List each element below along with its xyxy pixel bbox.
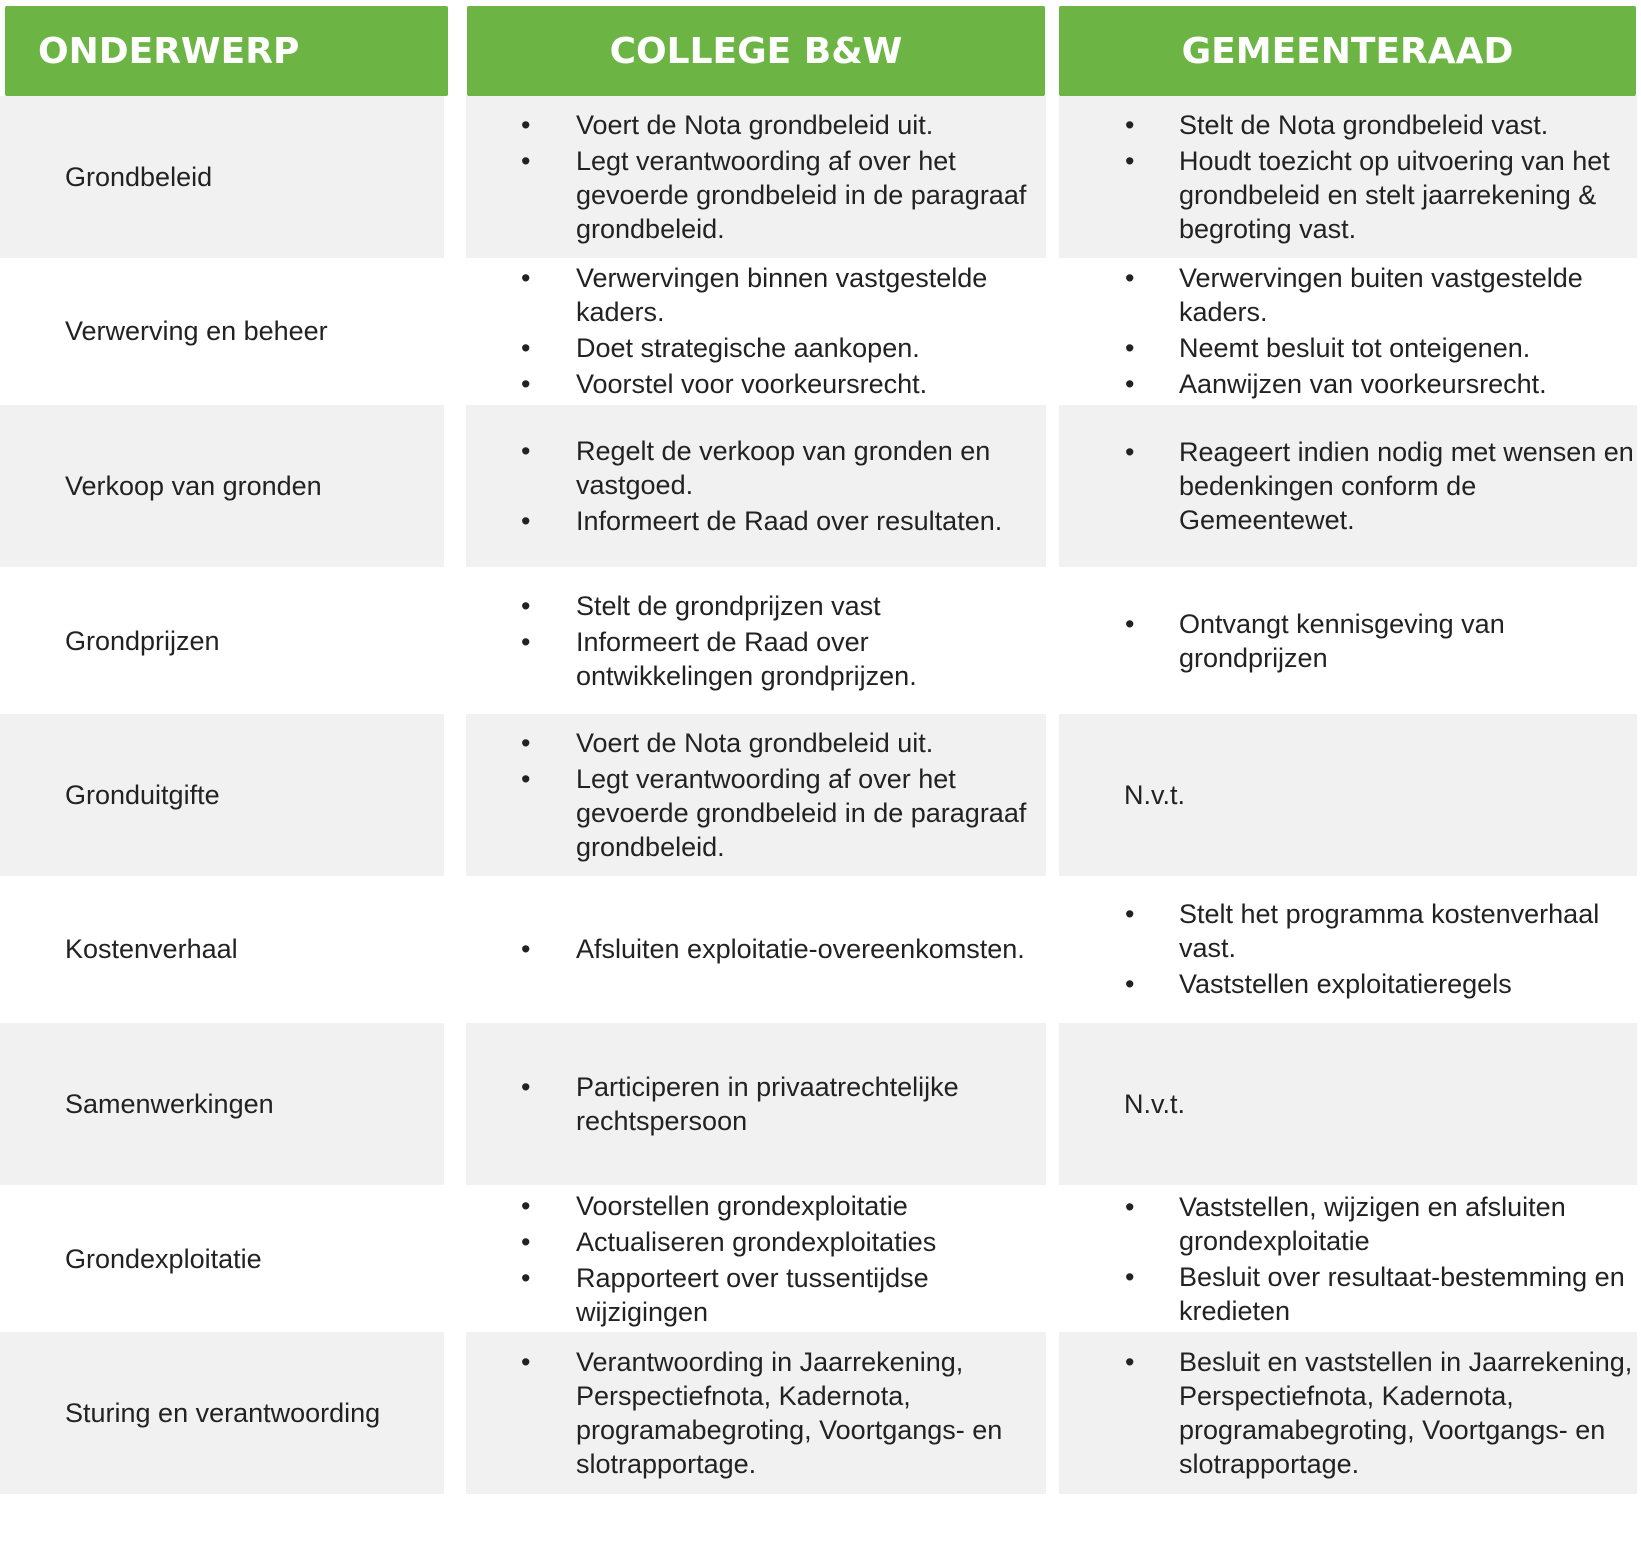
list-item <box>1059 367 1637 401</box>
subject-cell <box>0 250 444 412</box>
bullet-icon: • <box>1125 437 1135 467</box>
table-row <box>0 560 1641 722</box>
table-row <box>0 714 1641 876</box>
subject-cell <box>0 1332 444 1494</box>
gemeenteraad-cell <box>1059 1178 1637 1340</box>
list-item <box>1059 331 1637 365</box>
list-item-text: Verantwoording in Jaarrekening, Perspectiefnota, Kadernota, programabegroting, Voortgangs- en slotrapportage. <box>576 1347 1003 1479</box>
table-row <box>0 250 1641 412</box>
list-item <box>1059 1260 1637 1328</box>
list-item <box>466 434 1046 502</box>
bullet-icon: • <box>521 436 531 466</box>
list-item <box>1059 435 1637 537</box>
bullet-icon: • <box>521 146 531 176</box>
bullet-list <box>466 106 1046 248</box>
table-row <box>0 868 1641 1030</box>
bullet-list <box>466 587 1046 695</box>
college-cell <box>466 250 1046 412</box>
subject-label: Verkoop van gronden <box>65 471 322 501</box>
bullet-icon: • <box>1125 1192 1135 1222</box>
list-item-text: Voert de Nota grondbeleid uit. <box>576 110 934 140</box>
gemeenteraad-cell <box>1059 714 1637 876</box>
bullet-icon: • <box>521 263 531 293</box>
list-item-text: Informeert de Raad over ontwikkelingen grondprijzen. <box>576 627 917 691</box>
college-cell <box>466 405 1046 567</box>
college-cell <box>466 1023 1046 1185</box>
bullet-icon: • <box>521 1347 531 1377</box>
college-cell <box>466 560 1046 722</box>
subject-label: Grondexploitatie <box>65 1244 262 1274</box>
gemeenteraad-cell <box>1059 560 1637 722</box>
subject-label: Grondbeleid <box>65 162 213 192</box>
list-item <box>466 1345 1046 1481</box>
bullet-list <box>466 1343 1046 1483</box>
list-item <box>466 762 1046 864</box>
bullet-icon: • <box>1125 1262 1135 1292</box>
gemeenteraad-cell <box>1059 868 1637 1030</box>
bullet-list <box>466 432 1046 540</box>
subject-cell <box>0 405 444 567</box>
gemeenteraad-cell <box>1059 405 1637 567</box>
list-item <box>1059 607 1637 675</box>
bullet-icon: • <box>521 1191 531 1221</box>
list-item-text: Stelt de grondprijzen vast <box>576 591 881 621</box>
list-item-text: Regelt de verkoop van gronden en vastgoed. <box>576 436 991 500</box>
bullet-icon: • <box>1125 609 1135 639</box>
list-item <box>466 367 1046 401</box>
bullet-list <box>1059 1343 1637 1483</box>
not-applicable-text: N.v.t. <box>1124 1089 1186 1119</box>
list-item-text: Voorstellen grondexploitatie <box>576 1191 908 1221</box>
table-row <box>0 1178 1641 1340</box>
list-item <box>466 1070 1046 1138</box>
list-item <box>1059 261 1637 329</box>
list-item <box>1059 108 1637 142</box>
bullet-icon: • <box>521 333 531 363</box>
list-item-text: Participeren in privaatrechtelijke rechtspersoon <box>576 1072 959 1136</box>
subject-cell <box>0 96 444 258</box>
subject-cell <box>0 868 444 1030</box>
not-applicable-text: N.v.t. <box>1124 780 1186 810</box>
list-item <box>1059 1345 1637 1481</box>
list-item-text: Stelt de Nota grondbeleid vast. <box>1179 110 1549 140</box>
list-item <box>466 504 1046 538</box>
subject-label: Samenwerkingen <box>65 1089 274 1119</box>
list-item <box>466 1261 1046 1329</box>
bullet-icon: • <box>521 627 531 657</box>
bullet-icon: • <box>521 934 531 964</box>
subject-label: Verwerving en beheer <box>65 316 328 346</box>
bullet-icon: • <box>521 506 531 536</box>
list-item-text: Legt verantwoording af over het gevoerde grondbeleid in de paragraaf grondbeleid. <box>576 146 1027 244</box>
list-item-text: Afsluiten exploitatie-overeenkomsten. <box>576 934 1025 964</box>
list-item <box>466 1189 1046 1223</box>
college-cell <box>466 714 1046 876</box>
header-college: COLLEGE B&W <box>467 6 1045 96</box>
gemeenteraad-cell <box>1059 1023 1637 1185</box>
header-gemeenteraad: GEMEENTERAAD <box>1059 6 1636 96</box>
subject-label: Gronduitgifte <box>65 780 220 810</box>
list-item-text: Legt verantwoording af over het gevoerde grondbeleid in de paragraaf grondbeleid. <box>576 764 1027 862</box>
gemeenteraad-cell <box>1059 1332 1637 1494</box>
table-row <box>0 1332 1641 1494</box>
list-item-text: Vaststellen, wijzigen en afsluiten grondexploitatie <box>1179 1192 1566 1256</box>
subject-cell <box>0 1178 444 1340</box>
subject-cell <box>0 714 444 876</box>
header-onderwerp: ONDERWERP <box>5 6 448 96</box>
list-item-text: Informeert de Raad over resultaten. <box>576 506 1003 536</box>
bullet-icon: • <box>1125 146 1135 176</box>
list-item-text: Voert de Nota grondbeleid uit. <box>576 728 934 758</box>
bullet-icon: • <box>521 1072 531 1102</box>
list-item-text: Aanwijzen van voorkeursrecht. <box>1179 369 1547 399</box>
list-item-text: Doet strategische aankopen. <box>576 333 920 363</box>
list-item-text: Rapporteert over tussentijdse wijzigingen <box>576 1263 929 1327</box>
subject-label: Kostenverhaal <box>65 934 238 964</box>
list-item <box>466 261 1046 329</box>
bullet-list <box>1059 259 1637 403</box>
bullet-list <box>1059 605 1637 677</box>
list-item <box>466 589 1046 623</box>
bullet-icon: • <box>1125 369 1135 399</box>
list-item <box>1059 144 1637 246</box>
bullet-icon: • <box>521 1263 531 1293</box>
subject-label: Grondprijzen <box>65 626 220 656</box>
bullet-icon: • <box>1125 1347 1135 1377</box>
list-item-text: Actualiseren grondexploitaties <box>576 1227 937 1257</box>
bullet-icon: • <box>1125 969 1135 999</box>
bullet-list <box>466 930 1025 968</box>
college-cell <box>466 868 1046 1030</box>
bullet-icon: • <box>521 369 531 399</box>
subject-cell <box>0 1023 444 1185</box>
list-item <box>466 108 1046 142</box>
list-item <box>466 331 1046 365</box>
bullet-icon: • <box>521 728 531 758</box>
bullet-icon: • <box>521 591 531 621</box>
bullet-list <box>466 1187 1046 1331</box>
gemeenteraad-cell <box>1059 250 1637 412</box>
list-item-text: Voorstel voor voorkeursrecht. <box>576 369 928 399</box>
table-row <box>0 405 1641 567</box>
bullet-icon: • <box>1125 110 1135 140</box>
bullet-list <box>1059 1188 1637 1330</box>
list-item-text: Verwervingen binnen vastgestelde kaders. <box>576 263 988 327</box>
bullet-icon: • <box>521 1227 531 1257</box>
bullet-icon: • <box>1125 263 1135 293</box>
list-item-text: Vaststellen exploitatieregels <box>1179 969 1512 999</box>
list-item <box>466 1225 1046 1259</box>
bullet-icon: • <box>1125 333 1135 363</box>
list-item <box>466 144 1046 246</box>
bullet-list <box>466 259 1046 403</box>
table-row <box>0 1023 1641 1185</box>
college-cell <box>466 1178 1046 1340</box>
list-item <box>466 625 1046 693</box>
list-item-text: Stelt het programma kostenverhaal vast. <box>1179 899 1600 963</box>
list-item-text: Verwervingen buiten vastgestelde kaders. <box>1179 263 1583 327</box>
list-item-text: Besluit over resultaat-bestemming en kredieten <box>1179 1262 1625 1326</box>
list-item-text: Besluit en vaststellen in Jaarrekening, Perspectiefnota, Kadernota, programabegroting, Voortgangs- en slotrapportage. <box>1179 1347 1633 1479</box>
table-row <box>0 96 1641 258</box>
list-item <box>1059 967 1637 1001</box>
subject-label: Sturing en verantwoording <box>65 1398 381 1428</box>
bullet-list <box>1059 433 1637 539</box>
list-item <box>466 726 1046 760</box>
list-item-text: Houdt toezicht op uitvoering van het grondbeleid en stelt jaarrekening & begroting vast. <box>1179 146 1610 244</box>
college-cell <box>466 96 1046 258</box>
list-item <box>1059 897 1637 965</box>
bullet-icon: • <box>521 110 531 140</box>
list-item-text: Reageert indien nodig met wensen en bedenkingen conform de Gemeentewet. <box>1179 437 1634 535</box>
list-item <box>1059 1190 1637 1258</box>
college-cell <box>466 1332 1046 1494</box>
subject-cell <box>0 560 444 722</box>
bullet-list <box>466 724 1046 866</box>
list-item-text: Neemt besluit tot onteigenen. <box>1179 333 1531 363</box>
bullet-list <box>1059 895 1637 1003</box>
list-item <box>466 932 1025 966</box>
gemeenteraad-cell <box>1059 96 1637 258</box>
bullet-list <box>1059 106 1637 248</box>
bullet-icon: • <box>1125 899 1135 929</box>
list-item-text: Ontvangt kennisgeving van grondprijzen <box>1179 609 1505 673</box>
bullet-icon: • <box>521 764 531 794</box>
bullet-list <box>466 1068 1046 1140</box>
